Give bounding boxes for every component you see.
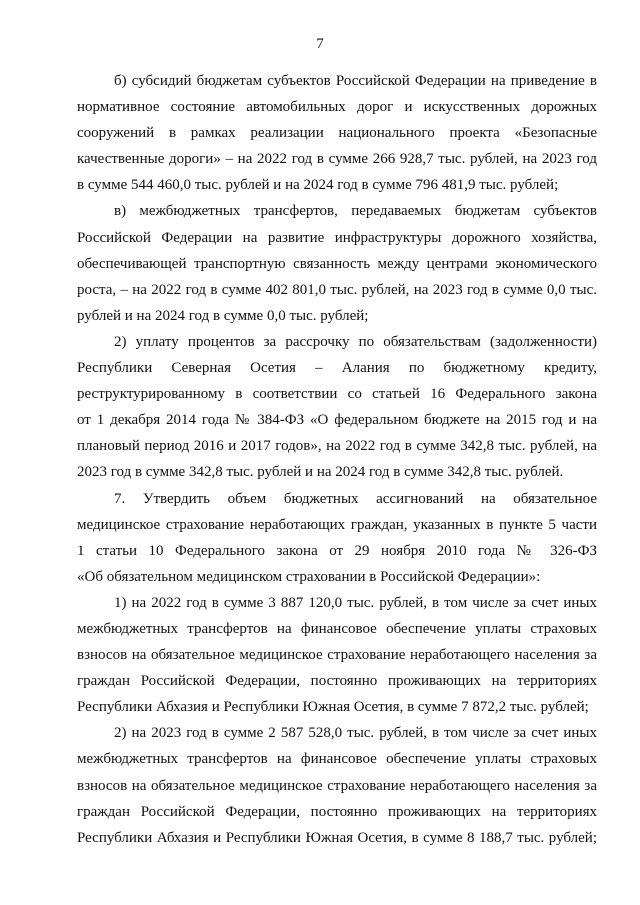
text-line: от 1 декабря 2014 года № 384-ФЗ «О федеральном бюджете на 2015 год и на (77, 412, 597, 429)
text-line: граждан Российской Федерации, постоянно проживающих на территориях (77, 673, 597, 690)
text-line: б) субсидий бюджетам субъектов Российской Федерации на приведение в (114, 73, 597, 89)
paragraph-item-2022 (77, 590, 597, 720)
text-line: «Об обязательном медицинском страховании в Российской Федерации»: (77, 568, 541, 585)
text-line: граждан Российской Федерации, постоянно проживающих на территориях (77, 803, 597, 820)
text-line: плановый период 2016 и 2017 годов», на 2022 год в сумме 342,8 тыс. рублей, на (77, 438, 597, 455)
text-line: роста, – на 2022 год в сумме 402 801,0 тыс. рублей, на 2023 год в сумме 0,0 тыс. (77, 281, 597, 298)
text-line: обеспечивающей транспортную связанность между центрами экономического (77, 255, 597, 272)
text-line: Российской Федерации на развитие инфраструктуры дорожного хозяйства, (77, 229, 597, 246)
paragraph-item-2023 (77, 720, 597, 850)
text-line: Республики Абхазия и Республики Южная Осетия, в сумме 8 188,7 тыс. рублей; (77, 829, 597, 846)
text-line: 2) на 2023 год в сумме 2 587 528,0 тыс. рублей, в том числе за счет иных (114, 725, 597, 742)
text-line: взносов на обязательное медицинское страхование неработающего населения за (77, 647, 597, 664)
text-line: межбюджетных трансфертов на финансовое обеспечение уплаты страховых (77, 620, 597, 637)
text-line: медицинское страхование неработающих граждан, указанных в пункте 5 части (77, 516, 597, 533)
paragraph-article-7 (77, 486, 597, 590)
text-line: Республики Абхазия и Республики Южная Осетия, в сумме 7 872,2 тыс. рублей; (77, 699, 589, 716)
text-line: 1 статьи 10 Федерального закона от 29 ноября 2010 года № 326-ФЗ (77, 542, 597, 559)
text-line: в) межбюджетных трансфертов, передаваемых бюджетам субъектов (114, 203, 597, 220)
text-line: реструктурированному в соответствии со статьей 16 Федерального закона (77, 386, 597, 403)
paragraph-interbudget-transfers (77, 198, 597, 328)
text-line: качественные дороги» – на 2022 год в сумме 266 928,7 тыс. рублей, на 2023 год (77, 151, 597, 168)
text-line: взносов на обязательное медицинское страхование неработающего населения за (77, 777, 597, 794)
document-body (77, 68, 597, 851)
page-number: 7 (316, 36, 324, 52)
paragraph-interest-payment (77, 329, 597, 486)
paragraph-subsidies-roads (77, 68, 597, 198)
text-line: нормативное состояние автомобильных дорог и искусственных дорожных (77, 99, 597, 116)
text-line: рублей и на 2024 год в сумме 0,0 тыс. рублей; (77, 307, 369, 324)
text-line: 2) уплату процентов за рассрочку по обязательствам (задолженности) (114, 333, 597, 350)
text-line: сооружений в рамках реализации национального проекта «Безопасные (77, 125, 597, 142)
text-line: в сумме 544 460,0 тыс. рублей и на 2024 год в сумме 796 481,9 тыс. рублей; (77, 177, 559, 194)
text-line: межбюджетных трансфертов на финансовое обеспечение уплаты страховых (77, 751, 597, 768)
text-line: 2023 год в сумме 342,8 тыс. рублей и на 2024 год в сумме 342,8 тыс. рублей. (77, 464, 564, 481)
text-line: Республики Северная Осетия – Алания по бюджетному кредиту, (77, 360, 597, 377)
text-line: 1) на 2022 год в сумме 3 887 120,0 тыс. рублей, в том числе за счет иных (114, 594, 597, 611)
text-line: 7. Утвердить объем бюджетных ассигнований на обязательное (114, 490, 597, 507)
